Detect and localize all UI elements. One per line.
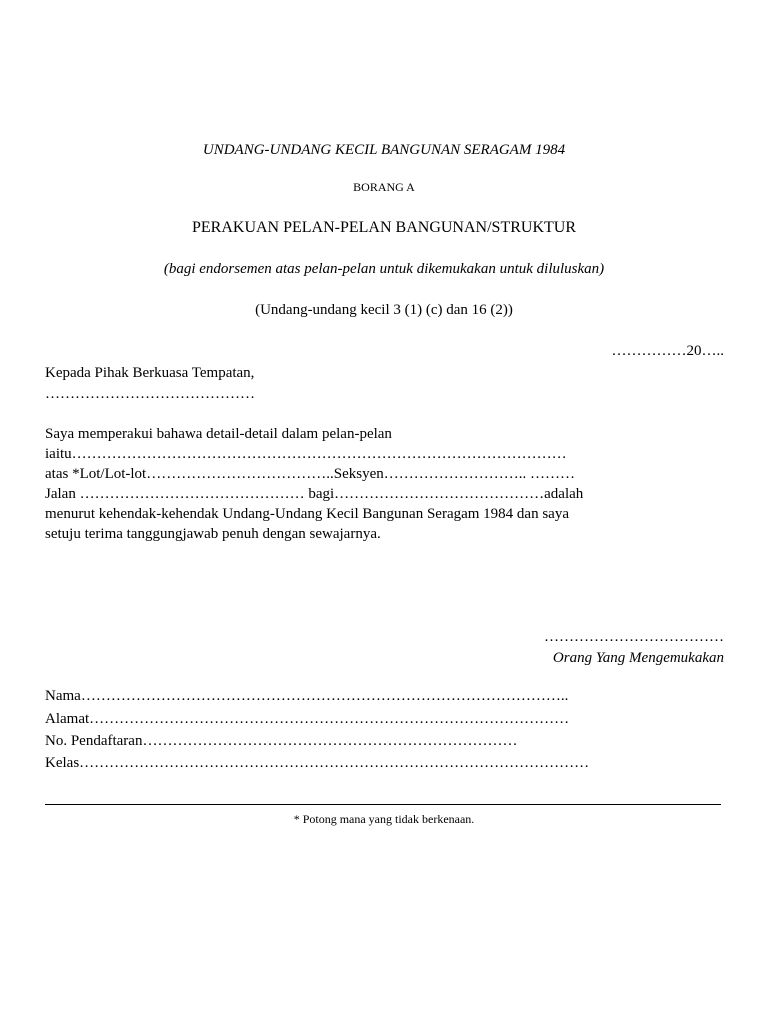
- form-name: BORANG A: [353, 180, 415, 194]
- field-no-pendaftaran: No. Pendaftaran…………………………………………………………………: [45, 733, 518, 749]
- signature-line: ………………………………: [544, 629, 724, 645]
- body-line-5: menurut kehendak-kehendak Undang-Undang Kecil Bangunan Seragam 1984 dan saya: [45, 506, 569, 522]
- field-nama: Nama……………………………………………………………………………………..: [45, 688, 569, 704]
- body-line-6: setuju terima tanggungjawab penuh dengan sewajarnya.: [45, 526, 381, 542]
- field-alamat: Alamat……………………………………………………………………………………: [45, 711, 570, 727]
- purpose-note: (bagi endorsemen atas pelan-pelan untuk dikemukakan untuk diluluskan): [163, 261, 605, 277]
- signature-label: Orang Yang Mengemukakan: [552, 650, 724, 666]
- date-line: ……………20…..: [611, 343, 724, 359]
- body-line-3: atas *Lot/Lot-lot………………………………..Seksyen……………………….. ………: [45, 466, 575, 482]
- body-line-4: Jalan ……………………………………… bagi……………………………………adalah: [45, 486, 584, 502]
- addressee-blank: ……………………………………: [45, 386, 255, 402]
- divider-rule: [45, 804, 721, 805]
- field-kelas: Kelas…………………………………………………………………………………………: [45, 755, 590, 771]
- body-line-1: Saya memperakui bahawa detail-detail dalam pelan-pelan: [45, 426, 392, 442]
- footnote: * Potong mana yang tidak berkenaan.: [293, 812, 475, 826]
- bylaw-reference: (Undang-undang kecil 3 (1) (c) dan 16 (2)): [255, 302, 513, 318]
- certificate-title: PERAKUAN PELAN-PELAN BANGUNAN/STRUKTUR: [191, 219, 576, 236]
- act-title: UNDANG-UNDANG KECIL BANGUNAN SERAGAM 1984: [202, 142, 566, 158]
- body-line-2: iaitu………………………………………………………………………………………: [45, 446, 567, 462]
- addressee-label: Kepada Pihak Berkuasa Tempatan,: [45, 365, 255, 381]
